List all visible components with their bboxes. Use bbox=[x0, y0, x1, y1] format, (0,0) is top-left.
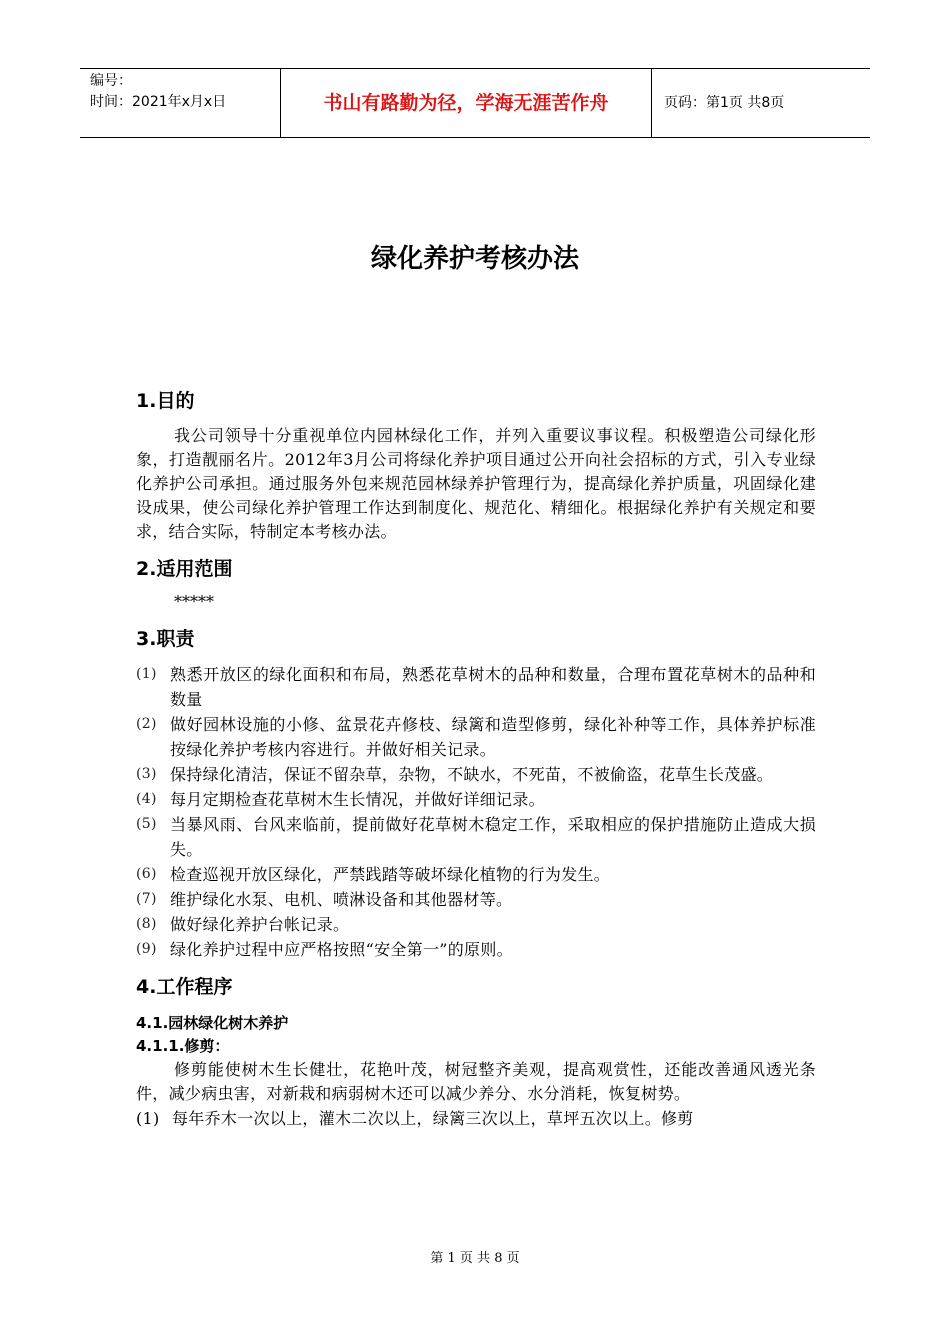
list-item: (6) 检查巡视开放区绿化，严禁践踏等破坏绿化植物的行为发生。 bbox=[136, 865, 611, 884]
list-item: (1) 熟悉开放区的绿化面积和布局，熟悉花草树木的品种和数量，合理布置花草树木的品种和数量 bbox=[136, 665, 816, 709]
subsection-heading-pruning: 4.1.1.修剪： bbox=[136, 1037, 230, 1055]
pruning-list-item: (1) 每年乔木一次以上，灌木二次以上，绿篱三次以上，草坪五次以上。修剪 bbox=[136, 1109, 694, 1128]
document-title: 绿化养护考核办法 bbox=[370, 244, 579, 274]
list-item: (2) 做好园林设施的小修、盆景花卉修枝、绿篱和造型修剪，绿化补种等工作，具体养护标准按绿化养护考核内容进行。并做好相关记录。 bbox=[136, 715, 816, 759]
scope-text: ***** bbox=[174, 592, 214, 611]
list-item: (3) 保持绿化清洁，保证不留杂草，杂物，不缺水，不死苗，不被偷盗，花草生长茂盛。 bbox=[136, 765, 774, 784]
page-info: 页码：第1页 共8页 bbox=[664, 95, 785, 111]
section-heading-scope: 2.适用范围 bbox=[136, 558, 233, 580]
document-body bbox=[136, 386, 816, 1131]
list-item: (5) 当暴风雨、台风来临前，提前做好花草树木稳定工作，采取相应的保护措施防止造成大损失。 bbox=[136, 815, 816, 859]
purpose-paragraph: 我公司领导十分重视单位内园林绿化工作，并列入重要议事议程。积极塑造公司绿化形象，打造靓丽名片。2012年3月公司将绿化养护项目通过公开向社会招标的方式，引入专业绿化养护公司承担。通过服务外包来规范园林绿养护管理行为，提高绿化养护质量，巩固绿化建设成果，使公司绿化养护管理工作达到制度化、规范化、精细化。根据绿化养护有关规定和要求，结合实际，特制定本考核办法。 bbox=[136, 426, 816, 541]
list-item: (9) 绿化养护过程中应严格按照“安全第一”的原则。 bbox=[136, 940, 513, 959]
number-label: 编号： bbox=[90, 73, 132, 89]
header-meta-cell bbox=[80, 69, 280, 137]
section-heading-duties: 3.职责 bbox=[136, 628, 195, 650]
section-heading-procedure: 4.工作程序 bbox=[136, 976, 233, 998]
list-item: (8) 做好绿化养护台帐记录。 bbox=[136, 915, 350, 934]
header-table bbox=[80, 68, 870, 138]
page-footer: 第 1 页 共 8 页 bbox=[430, 1251, 520, 1266]
duties-list bbox=[136, 662, 816, 962]
subsection-heading-tree-care: 4.1.园林绿化树木养护 bbox=[136, 1014, 289, 1032]
section-heading-purpose: 1.目的 bbox=[136, 390, 195, 412]
pruning-paragraph: 修剪能使树木生长健壮，花艳叶茂，树冠整齐美观，提高观赏性，还能改善通风透光条件，减少病虫害，对新栽和病弱树木还可以减少养分、水分消耗，恢复树势。 bbox=[136, 1060, 816, 1103]
time-label: 时间：2021年x月x日 bbox=[90, 94, 227, 110]
list-item: (7) 维护绿化水泵、电机、喷淋设备和其他器材等。 bbox=[136, 890, 513, 909]
list-item: (4) 每月定期检查花草树木生长情况，并做好详细记录。 bbox=[136, 790, 545, 809]
motto: 书山有路勤为径，学海无涯苦作舟 bbox=[280, 69, 652, 137]
